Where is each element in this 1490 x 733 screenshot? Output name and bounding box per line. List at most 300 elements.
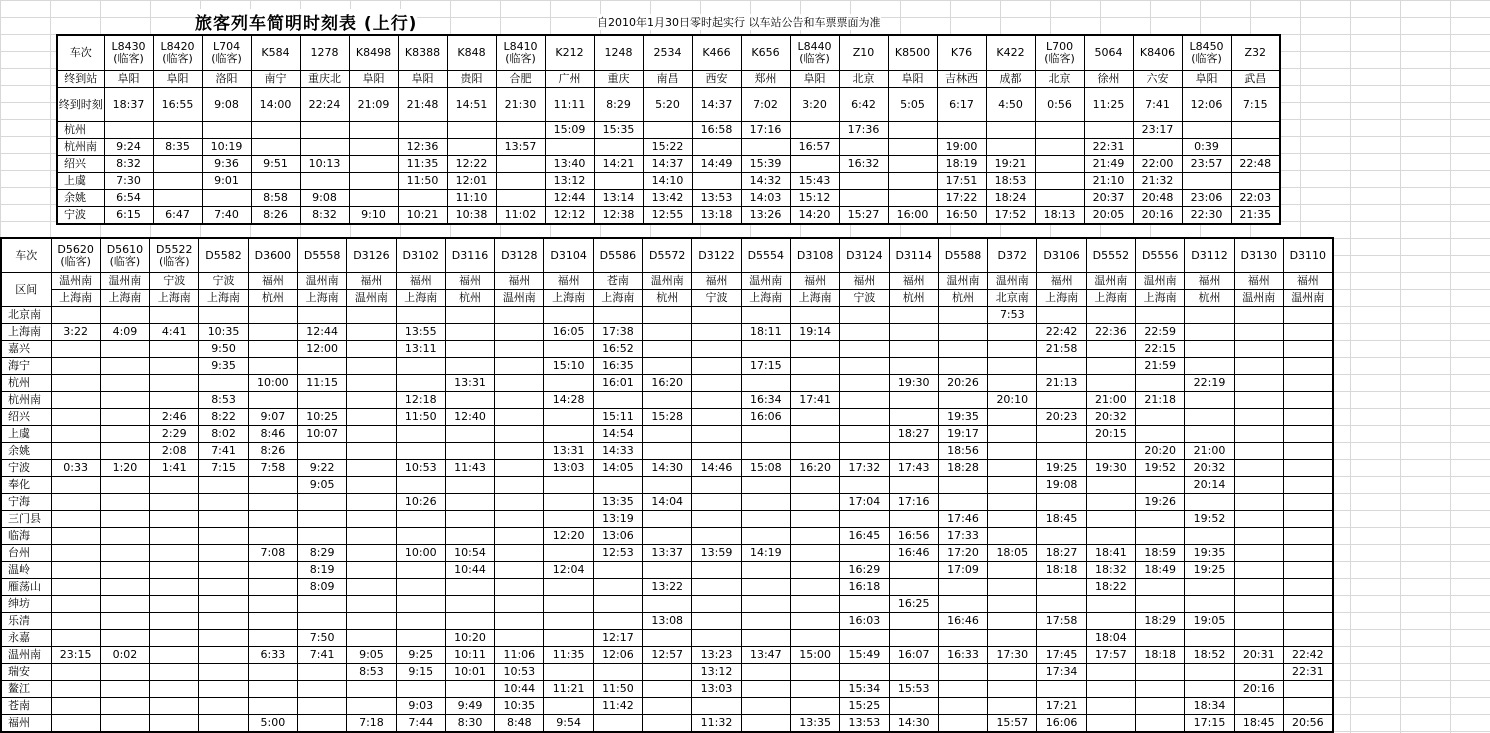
- departure-time: [349, 122, 398, 139]
- train-number-code: K466: [702, 46, 731, 59]
- departure-time: 15:35: [594, 122, 643, 139]
- departure-time: 8:53: [199, 392, 248, 409]
- departure-time: [150, 358, 199, 375]
- departure-time: [1185, 681, 1234, 698]
- departure-time: [888, 190, 937, 207]
- departure-time: 2:46: [150, 409, 199, 426]
- departure-time: 13:19: [593, 511, 642, 528]
- departure-time: [1086, 613, 1135, 630]
- departure-time: [1234, 494, 1283, 511]
- departure-time: 20:23: [1037, 409, 1086, 426]
- departure-time: [100, 596, 149, 613]
- departure-time: 7:40: [202, 207, 251, 225]
- departure-time: 17:34: [1037, 664, 1086, 681]
- departure-time: [100, 477, 149, 494]
- departure-time: [347, 426, 396, 443]
- departure-time: 15:12: [790, 190, 839, 207]
- train-number-code: L8420: [160, 40, 195, 53]
- departure-time: [889, 392, 938, 409]
- departure-time: [300, 173, 349, 190]
- departure-time: [150, 664, 199, 681]
- terminal-station: 洛阳: [202, 71, 251, 88]
- departure-time: [1086, 698, 1135, 715]
- departure-time: [1136, 477, 1185, 494]
- station-row: [1, 698, 1333, 715]
- departure-time: [741, 511, 790, 528]
- departure-time: 8:32: [300, 207, 349, 225]
- station-name: 海宁: [1, 358, 51, 375]
- departure-time: [1185, 358, 1234, 375]
- terminal-station: 阜阳: [1182, 71, 1231, 88]
- train-number: [888, 35, 937, 71]
- train-number-code: D3600: [254, 248, 292, 262]
- departure-time: [248, 698, 297, 715]
- departure-time: 13:12: [545, 173, 594, 190]
- train-number-code: 1278: [310, 46, 339, 59]
- arrival-time: 7:41: [1133, 88, 1182, 122]
- departure-time: 22:15: [1136, 341, 1185, 358]
- departure-time: 12:00: [297, 341, 346, 358]
- station-row: [1, 477, 1333, 494]
- departure-time: 16:20: [643, 375, 692, 392]
- departure-time: 13:18: [692, 207, 741, 225]
- departure-time: 15:25: [840, 698, 889, 715]
- departure-time: [248, 562, 297, 579]
- station-name: 奉化: [1, 477, 51, 494]
- departure-time: 7:41: [199, 443, 248, 460]
- departure-time: 14:28: [544, 392, 593, 409]
- departure-time: 6:15: [104, 207, 153, 225]
- departure-time: [248, 324, 297, 341]
- departure-time: 13:03: [692, 681, 741, 698]
- departure-time: [692, 324, 741, 341]
- departure-time: 22:19: [1185, 375, 1234, 392]
- departure-time: [495, 494, 544, 511]
- departure-time: [248, 494, 297, 511]
- departure-time: [1231, 122, 1280, 139]
- terminal-station: 广州: [545, 71, 594, 88]
- departure-time: [1136, 409, 1185, 426]
- train-number: [100, 238, 149, 273]
- departure-time: [790, 596, 839, 613]
- departure-time: [988, 681, 1037, 698]
- departure-time: [840, 341, 889, 358]
- train-number-code: L8410: [503, 40, 538, 53]
- train-number: [545, 35, 594, 71]
- departure-time: [1234, 324, 1283, 341]
- departure-time: [840, 409, 889, 426]
- departure-time: [100, 613, 149, 630]
- departure-time: 20:10: [988, 392, 1037, 409]
- departure-time: 16:03: [840, 613, 889, 630]
- arrival-time: 14:37: [692, 88, 741, 122]
- destination-station: 上海南: [100, 290, 149, 307]
- departure-time: 15:53: [889, 681, 938, 698]
- departure-time: 13:47: [741, 647, 790, 664]
- departure-time: [988, 443, 1037, 460]
- destination-station: 上海南: [396, 290, 445, 307]
- departure-time: [202, 122, 251, 139]
- departure-time: [593, 613, 642, 630]
- train-number-header: 车次: [1, 238, 51, 273]
- departure-time: [790, 341, 839, 358]
- upbound-conventional-timetable: [56, 34, 1281, 225]
- train-number-code: K8498: [355, 46, 392, 59]
- departure-time: [51, 409, 100, 426]
- departure-time: [199, 511, 248, 528]
- train-number: [643, 238, 692, 273]
- departure-time: [347, 477, 396, 494]
- departure-time: 8:26: [251, 207, 300, 225]
- departure-time: 12:12: [545, 207, 594, 225]
- terminal-station: 合肥: [496, 71, 545, 88]
- departure-time: [790, 630, 839, 647]
- departure-time: [889, 324, 938, 341]
- departure-time: 8:09: [297, 579, 346, 596]
- departure-time: [889, 630, 938, 647]
- departure-time: [741, 528, 790, 545]
- origin-station: 福州: [840, 273, 889, 290]
- departure-time: [100, 664, 149, 681]
- departure-time: [1037, 630, 1086, 647]
- departure-time: 21:59: [1136, 358, 1185, 375]
- departure-time: 12:22: [447, 156, 496, 173]
- terminal-station: 重庆: [594, 71, 643, 88]
- departure-time: [1037, 392, 1086, 409]
- departure-time: [100, 715, 149, 733]
- departure-time: 22:03: [1231, 190, 1280, 207]
- departure-time: [988, 528, 1037, 545]
- train-number: [1182, 35, 1231, 71]
- train-number: [643, 35, 692, 71]
- destination-station: 上海南: [741, 290, 790, 307]
- departure-time: [1136, 664, 1185, 681]
- departure-time: [790, 698, 839, 715]
- departure-time: 20:15: [1086, 426, 1135, 443]
- departure-time: [1086, 664, 1135, 681]
- departure-time: 10:38: [447, 207, 496, 225]
- departure-time: [1037, 358, 1086, 375]
- destination-row: [1, 290, 1333, 307]
- departure-time: [1234, 698, 1283, 715]
- departure-time: [396, 681, 445, 698]
- departure-time: 15:09: [545, 122, 594, 139]
- departure-time: [840, 443, 889, 460]
- departure-time: 17:32: [840, 460, 889, 477]
- departure-time: 18:18: [1037, 562, 1086, 579]
- departure-time: 17:16: [741, 122, 790, 139]
- departure-time: [150, 698, 199, 715]
- train-number: [741, 238, 790, 273]
- departure-time: 23:57: [1182, 156, 1231, 173]
- departure-time: [495, 562, 544, 579]
- departure-time: [1185, 426, 1234, 443]
- departure-time: [741, 715, 790, 733]
- departure-time: 1:20: [100, 460, 149, 477]
- departure-time: [1234, 375, 1283, 392]
- departure-time: 19:00: [937, 139, 986, 156]
- departure-time: [741, 664, 790, 681]
- departure-time: [1037, 579, 1086, 596]
- station-name: 杭州: [57, 122, 104, 139]
- train-number-code: Z10: [852, 46, 875, 59]
- departure-time: [495, 341, 544, 358]
- upbound-emu-timetable: [0, 237, 1334, 733]
- departure-time: 20:20: [1136, 443, 1185, 460]
- departure-time: [1136, 307, 1185, 324]
- departure-time: 9:35: [199, 358, 248, 375]
- temporary-train-tag: (临客): [799, 52, 830, 65]
- departure-time: [643, 477, 692, 494]
- temporary-train-tag: (临客): [162, 52, 193, 65]
- departure-time: [1037, 443, 1086, 460]
- departure-time: 13:26: [741, 207, 790, 225]
- departure-time: [1037, 528, 1086, 545]
- departure-time: [51, 477, 100, 494]
- departure-time: [51, 664, 100, 681]
- origin-station: 福州: [1185, 273, 1234, 290]
- departure-time: 15:11: [593, 409, 642, 426]
- departure-time: [1086, 715, 1135, 733]
- departure-time: 10:35: [495, 698, 544, 715]
- terminal-station: 徐州: [1084, 71, 1133, 88]
- departure-time: [1185, 596, 1234, 613]
- station-name: 乐清: [1, 613, 51, 630]
- departure-time: 13:14: [594, 190, 643, 207]
- departure-time: 19:26: [1136, 494, 1185, 511]
- departure-time: [445, 426, 494, 443]
- departure-time: [1182, 122, 1231, 139]
- train-number: [1283, 238, 1332, 273]
- terminal-station: 阜阳: [790, 71, 839, 88]
- departure-time: 15:00: [790, 647, 839, 664]
- departure-time: 14:37: [643, 156, 692, 173]
- departure-time: [938, 477, 987, 494]
- departure-time: 16:58: [692, 122, 741, 139]
- departure-time: [445, 358, 494, 375]
- departure-time: 8:22: [199, 409, 248, 426]
- departure-time: 14:04: [643, 494, 692, 511]
- departure-time: [396, 477, 445, 494]
- origin-station: 福州: [790, 273, 839, 290]
- arrival-time-row: [57, 88, 1280, 122]
- departure-time: [445, 681, 494, 698]
- departure-time: [396, 375, 445, 392]
- station-name: 临海: [1, 528, 51, 545]
- departure-time: [199, 545, 248, 562]
- origin-station: 苍南: [593, 273, 642, 290]
- train-number: [496, 35, 545, 71]
- origin-station: 温州南: [1086, 273, 1135, 290]
- departure-time: [643, 341, 692, 358]
- station-row: [1, 443, 1333, 460]
- departure-time: 11:50: [396, 409, 445, 426]
- train-number: [1185, 238, 1234, 273]
- departure-time: 20:56: [1283, 715, 1332, 733]
- departure-time: [150, 545, 199, 562]
- departure-time: [1283, 511, 1332, 528]
- departure-time: 18:53: [986, 173, 1035, 190]
- departure-time: [1283, 307, 1332, 324]
- departure-time: 8:29: [297, 545, 346, 562]
- departure-time: [692, 613, 741, 630]
- departure-time: [1086, 681, 1135, 698]
- departure-time: [988, 664, 1037, 681]
- departure-time: 8:32: [104, 156, 153, 173]
- train-number: [839, 35, 888, 71]
- departure-time: [199, 562, 248, 579]
- temporary-train-tag: (临客): [113, 52, 144, 65]
- departure-time: [150, 630, 199, 647]
- train-number-code: K8388: [404, 46, 441, 59]
- departure-time: [544, 579, 593, 596]
- departure-time: [692, 630, 741, 647]
- station-name: 绍兴: [1, 409, 51, 426]
- departure-time: [1283, 358, 1332, 375]
- departure-time: 10:19: [202, 139, 251, 156]
- station-name: 宁波: [1, 460, 51, 477]
- arrival-time: 14:00: [251, 88, 300, 122]
- departure-time: [593, 664, 642, 681]
- station-name: 杭州南: [57, 139, 104, 156]
- train-number-code: L704: [212, 40, 241, 53]
- station-row: [1, 647, 1333, 664]
- departure-time: [347, 511, 396, 528]
- departure-time: 12:44: [297, 324, 346, 341]
- station-row: [1, 307, 1333, 324]
- train-number-code: L700: [1045, 40, 1074, 53]
- train-number-code: D5552: [1092, 248, 1130, 262]
- departure-time: 16:07: [889, 647, 938, 664]
- departure-time: 18:45: [1234, 715, 1283, 733]
- train-number: [594, 35, 643, 71]
- departure-time: [396, 443, 445, 460]
- departure-time: [248, 613, 297, 630]
- departure-time: 14:49: [692, 156, 741, 173]
- departure-time: 11:50: [593, 681, 642, 698]
- departure-time: 10:07: [297, 426, 346, 443]
- departure-time: [594, 139, 643, 156]
- departure-time: [51, 528, 100, 545]
- departure-time: [1182, 173, 1231, 190]
- departure-time: [1136, 698, 1185, 715]
- train-number-code: Z32: [1244, 46, 1267, 59]
- departure-time: [100, 494, 149, 511]
- departure-time: 8:35: [153, 139, 202, 156]
- departure-time: 8:19: [297, 562, 346, 579]
- temporary-train-tag: (临客): [60, 254, 91, 268]
- departure-time: [445, 596, 494, 613]
- train-number: [937, 35, 986, 71]
- departure-time: [1234, 477, 1283, 494]
- terminal-station: 贵阳: [447, 71, 496, 88]
- departure-time: [396, 426, 445, 443]
- departure-time: [1136, 528, 1185, 545]
- departure-time: 17:20: [938, 545, 987, 562]
- arrival-time: 21:48: [398, 88, 447, 122]
- departure-time: [741, 579, 790, 596]
- departure-time: [199, 596, 248, 613]
- terminal-station: 阜阳: [153, 71, 202, 88]
- departure-time: [938, 392, 987, 409]
- departure-time: 2:29: [150, 426, 199, 443]
- departure-time: 9:08: [300, 190, 349, 207]
- departure-time: [51, 630, 100, 647]
- departure-time: 12:57: [643, 647, 692, 664]
- departure-time: [741, 375, 790, 392]
- departure-time: [1234, 341, 1283, 358]
- departure-time: 17:09: [938, 562, 987, 579]
- departure-time: [1283, 375, 1332, 392]
- departure-time: [300, 122, 349, 139]
- departure-time: [988, 511, 1037, 528]
- departure-time: 22:59: [1136, 324, 1185, 341]
- departure-time: 19:35: [938, 409, 987, 426]
- departure-time: [1234, 511, 1283, 528]
- departure-time: [496, 156, 545, 173]
- departure-time: [447, 139, 496, 156]
- departure-time: [445, 477, 494, 494]
- departure-time: [643, 596, 692, 613]
- departure-time: [1035, 156, 1084, 173]
- departure-time: [495, 579, 544, 596]
- departure-time: 13:22: [643, 579, 692, 596]
- destination-station: 杭州: [643, 290, 692, 307]
- departure-time: [199, 715, 248, 733]
- departure-time: 14:03: [741, 190, 790, 207]
- departure-time: 19:25: [1037, 460, 1086, 477]
- departure-time: [1133, 139, 1182, 156]
- departure-time: [1283, 460, 1332, 477]
- departure-time: [938, 324, 987, 341]
- departure-time: 22:48: [1231, 156, 1280, 173]
- departure-time: [988, 596, 1037, 613]
- departure-time: 5:00: [248, 715, 297, 733]
- departure-time: 13:53: [692, 190, 741, 207]
- departure-time: [150, 613, 199, 630]
- departure-time: [297, 698, 346, 715]
- departure-time: [692, 341, 741, 358]
- departure-time: [889, 307, 938, 324]
- departure-time: [889, 613, 938, 630]
- departure-time: 7:08: [248, 545, 297, 562]
- departure-time: [741, 341, 790, 358]
- departure-time: [347, 681, 396, 698]
- departure-time: 9:15: [396, 664, 445, 681]
- departure-time: 12:01: [447, 173, 496, 190]
- station-name: 瑞安: [1, 664, 51, 681]
- station-name: 绍兴: [57, 156, 104, 173]
- train-number: [938, 238, 987, 273]
- departure-time: 20:37: [1084, 190, 1133, 207]
- departure-time: [741, 139, 790, 156]
- station-name: 绅坊: [1, 596, 51, 613]
- departure-time: [790, 562, 839, 579]
- station-row: [1, 460, 1333, 477]
- departure-time: [544, 664, 593, 681]
- departure-time: [1231, 139, 1280, 156]
- departure-time: 8:53: [347, 664, 396, 681]
- departure-time: 12:20: [544, 528, 593, 545]
- station-name: 福州: [1, 715, 51, 733]
- departure-time: 7:58: [248, 460, 297, 477]
- station-row: [57, 207, 1280, 225]
- departure-time: [495, 477, 544, 494]
- departure-time: [51, 698, 100, 715]
- departure-time: [790, 409, 839, 426]
- departure-time: 17:52: [986, 207, 1035, 225]
- departure-time: 13:40: [545, 156, 594, 173]
